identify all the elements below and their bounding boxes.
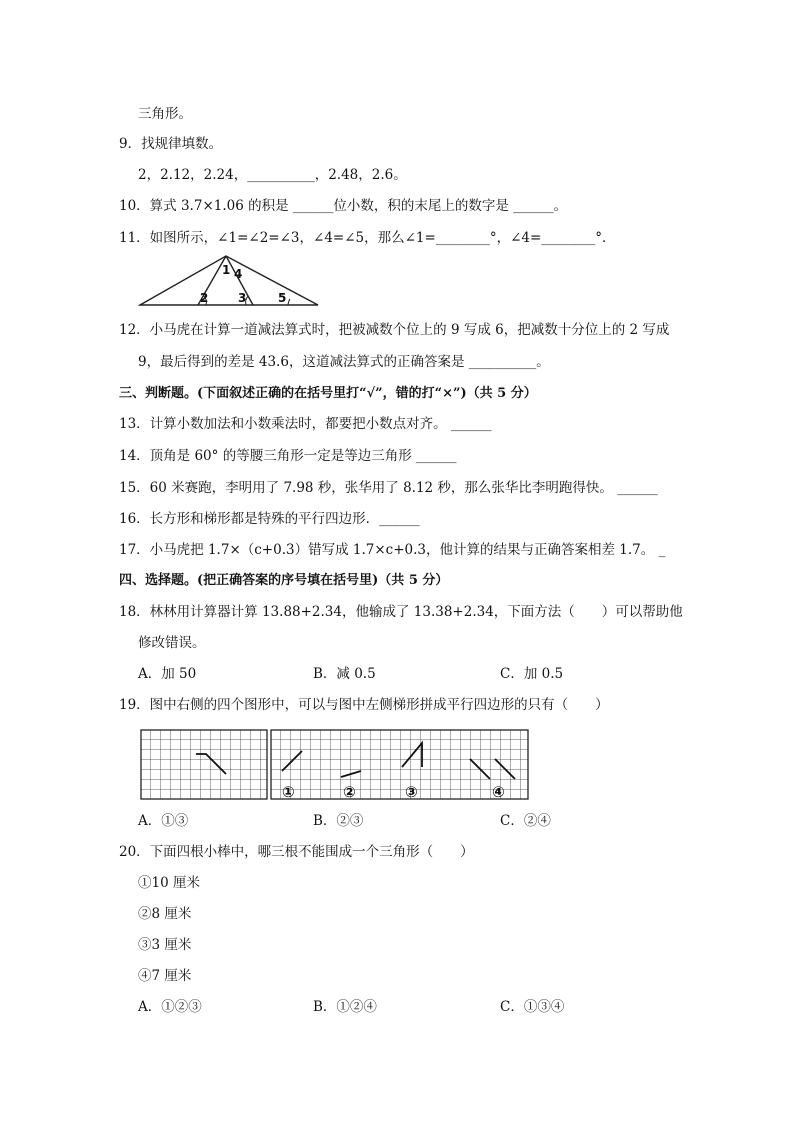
question-20-options	[138, 997, 658, 1017]
question-12-line1: 12．小马虎在计算一道减法算式时，把被减数个位上的 9 写成 6，把减数十分位上的 2 写成	[119, 322, 670, 338]
section-3-heading: 三、判断题。(下面叙述正确的在括号里打“√”，错的打“×”)（共 5 分）	[119, 386, 537, 401]
question-18-line1: 18．林林用计算器计算 13.88+2.34，他输成了 13.38+2.34，下面方法（ ）可以帮助他	[119, 604, 683, 620]
q20-option-a[interactable]: A．①②③	[138, 999, 202, 1015]
stick-3: ③3 厘米	[138, 937, 192, 953]
q18-option-a[interactable]: A．加 50	[138, 666, 197, 682]
question-16: 16．长方形和梯形都是特殊的平行四边形．______	[119, 511, 420, 527]
question-19: 19．图中右侧的四个图形中，可以与图中左侧梯形拼成平行四边形的只有（ ）	[119, 697, 609, 713]
q19-option-c[interactable]: C．②④	[500, 813, 551, 829]
question-8-continuation: 三角形。	[138, 106, 192, 122]
left-grid	[141, 730, 267, 799]
question-9-sequence: 2，2.12，2.24，__________，2.48，2.6。	[138, 167, 407, 183]
q20-option-b[interactable]: B．①②④	[313, 999, 377, 1015]
grid-label-2: ②	[343, 783, 356, 801]
section-4-heading: 四、选择题。(把正确答案的序号填在括号里)（共 5 分）	[119, 573, 449, 588]
question-11: 11．如图所示，∠1=∠2=∠3，∠4=∠5，那么∠1=________°，∠4=________°．	[119, 230, 616, 246]
grid-figure	[140, 729, 532, 801]
right-grid	[271, 730, 528, 799]
question-17: 17．小马虎把 1.7×（c+0.3）错写成 1.7×c+0.3，他计算的结果与正确答案相差 1.7。 _	[119, 542, 666, 558]
question-14: 14．顶角是 60° 的等腰三角形一定是等边三角形 ______	[119, 448, 457, 464]
angle-label-4: 4	[234, 267, 243, 281]
question-18-options	[138, 664, 658, 684]
angle-label-5: 5	[278, 291, 287, 305]
question-9: 9．找规律填数。	[119, 136, 223, 152]
q20-option-c[interactable]: C．①③④	[500, 999, 565, 1015]
triangle-figure	[138, 252, 322, 308]
question-19-options	[138, 811, 658, 831]
stick-4: ④7 厘米	[138, 968, 192, 984]
question-18-line2: 修改错误。	[138, 635, 206, 651]
grid-label-3: ③	[405, 783, 418, 801]
question-15: 15．60 米赛跑，李明用了 7.98 秒，张华用了 8.12 秒，那么张华比李明跑得快。 ______	[119, 480, 658, 496]
q18-option-b[interactable]: B．减 0.5	[313, 666, 376, 682]
question-10: 10．算式 3.7×1.06 的积是 ______位小数，积的末尾上的数字是 ______。	[119, 198, 568, 214]
grid-label-1: ①	[282, 783, 295, 801]
question-20: 20．下面四根小棒中，哪三根不能围成一个三角形（ ）	[119, 844, 474, 860]
q18-option-c[interactable]: C．加 0.5	[500, 666, 564, 682]
angle-label-1: 1	[222, 263, 231, 277]
grid-label-4: ④	[492, 783, 505, 801]
q19-option-b[interactable]: B．②③	[313, 813, 364, 829]
angle-label-3: 3	[238, 291, 247, 305]
question-12-line2: 9，最后得到的差是 43.6，这道减法算式的正确答案是 __________。	[138, 354, 550, 370]
stick-2: ②8 厘米	[138, 906, 192, 922]
stick-1: ①10 厘米	[138, 875, 200, 891]
question-13: 13．计算小数加法和小数乘法时，都要把小数点对齐。 ______	[119, 416, 492, 432]
q19-option-a[interactable]: A．①③	[138, 813, 189, 829]
angle-label-2: 2	[200, 291, 209, 305]
